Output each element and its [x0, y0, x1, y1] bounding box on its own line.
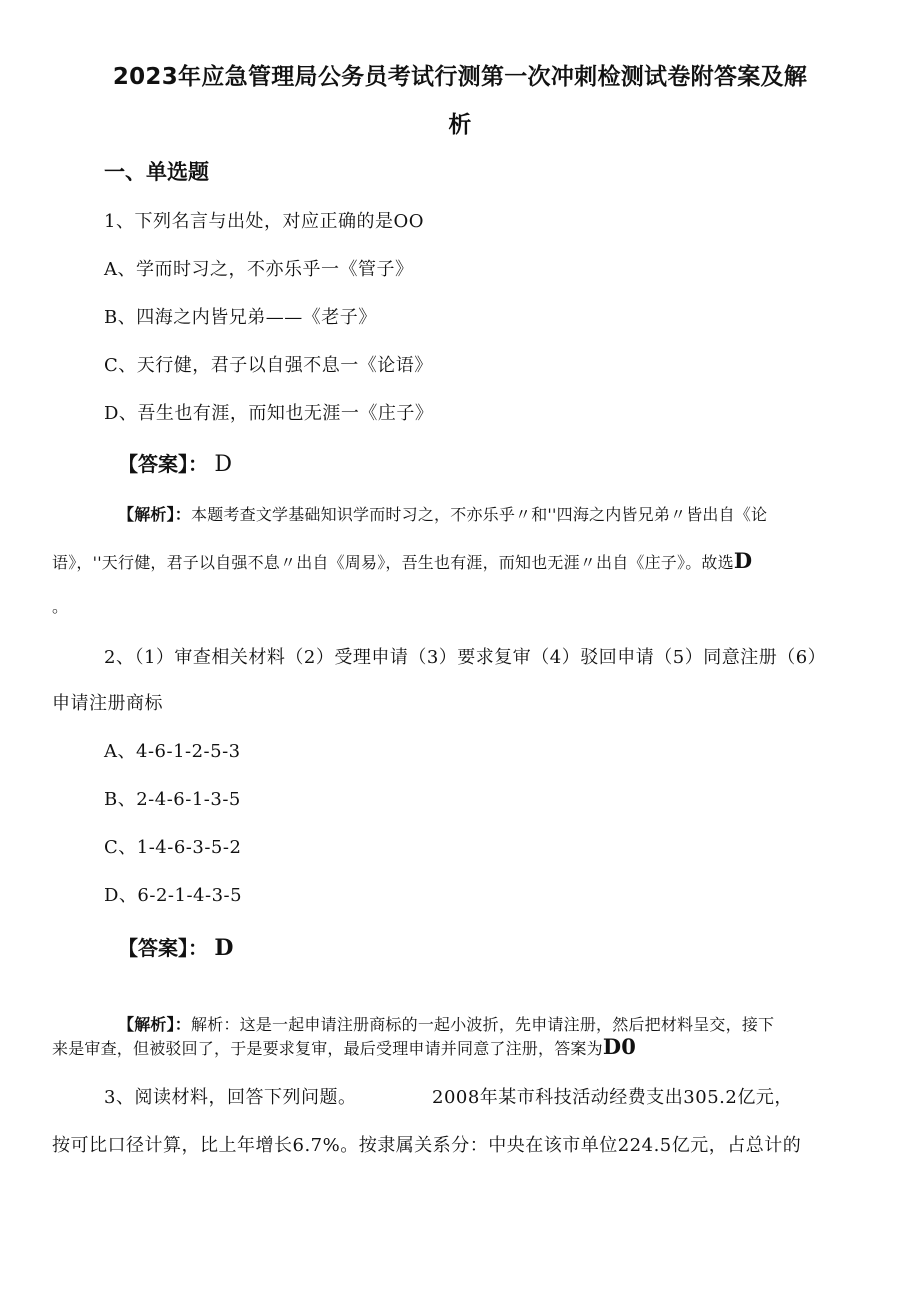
question-2-explanation-line-2	[52, 1035, 636, 1061]
explanation-final-answer: D	[733, 548, 753, 573]
answer-value: D	[214, 452, 232, 477]
question-1-explanation-line-2	[52, 549, 752, 575]
question-1-option-b: B、四海之内皆兄弟——《老子》	[104, 307, 377, 328]
question-2-stem-line-2: 申请注册商标	[52, 693, 163, 714]
question-2-option-c: C、1-4-6-3-5-2	[104, 837, 242, 858]
question-1-answer	[118, 450, 232, 479]
question-3-stem-line-1a: 3、阅读材料，回答下列问题。	[104, 1087, 357, 1108]
question-1-option-c: C、天行健，君子以自强不息一《论语》	[104, 355, 433, 376]
answer-label: 【答案】：	[118, 936, 208, 960]
question-1-explanation-line-1	[118, 503, 767, 527]
question-2-option-b: B、2-4-6-1-3-5	[104, 789, 241, 810]
explanation-text: 语》，''天行健，君子以自强不息〃出自《周易》，吾生也有涯，而知也无涯〃出自《庄子》。故选	[52, 553, 734, 572]
page-title-continued: 析	[448, 112, 472, 138]
question-2-option-d: D、6-2-1-4-3-5	[104, 885, 243, 906]
question-3-stem-line-1b: 2008年某市科技活动经费支出305.2亿元，	[432, 1087, 793, 1108]
explanation-label: 【解析】：	[118, 505, 192, 524]
question-1-option-d: D、吾生也有涯，而知也无涯一《庄子》	[104, 403, 434, 424]
explanation-final-answer: D0	[602, 1034, 637, 1059]
answer-value: D	[214, 935, 234, 961]
explanation-text: 来是审查，但被驳回了，于是要求复审，最后受理申请并同意了注册，答案为	[52, 1039, 603, 1058]
question-1-explanation-line-3: 。	[52, 597, 69, 616]
question-2-stem-line-1: 2、（1）审查相关材料（2）受理申请（3）要求复审（4）驳回申请（5）同意注册（6）	[104, 647, 827, 668]
question-1-option-a: A、学而时习之，不亦乐乎一《管子》	[104, 259, 414, 280]
question-1-stem: 1、下列名言与出处，对应正确的是OO	[104, 211, 424, 232]
question-2-explanation-line-1	[118, 1013, 774, 1037]
question-2-answer	[118, 934, 233, 962]
explanation-text: 本题考查文学基础知识学而时习之，不亦乐乎〃和''四海之内皆兄弟〃皆出自《论	[191, 505, 768, 524]
question-2-option-a: A、4-6-1-2-5-3	[104, 741, 241, 762]
section-heading: 一、单选题	[104, 160, 209, 184]
question-3-stem-line-2: 按可比口径计算，比上年增长6.7%。按隶属关系分：中央在该市单位224.5亿元，占总计的	[52, 1135, 802, 1156]
answer-label: 【答案】：	[118, 452, 208, 476]
explanation-label: 【解析】：	[118, 1015, 192, 1034]
explanation-text: 解析：这是一起申请注册商标的一起小波折，先申请注册，然后把材料呈交，接下	[191, 1015, 775, 1034]
page-title: 2023年应急管理局公务员考试行测第一次冲刺检测试卷附答案及解	[112, 64, 808, 90]
